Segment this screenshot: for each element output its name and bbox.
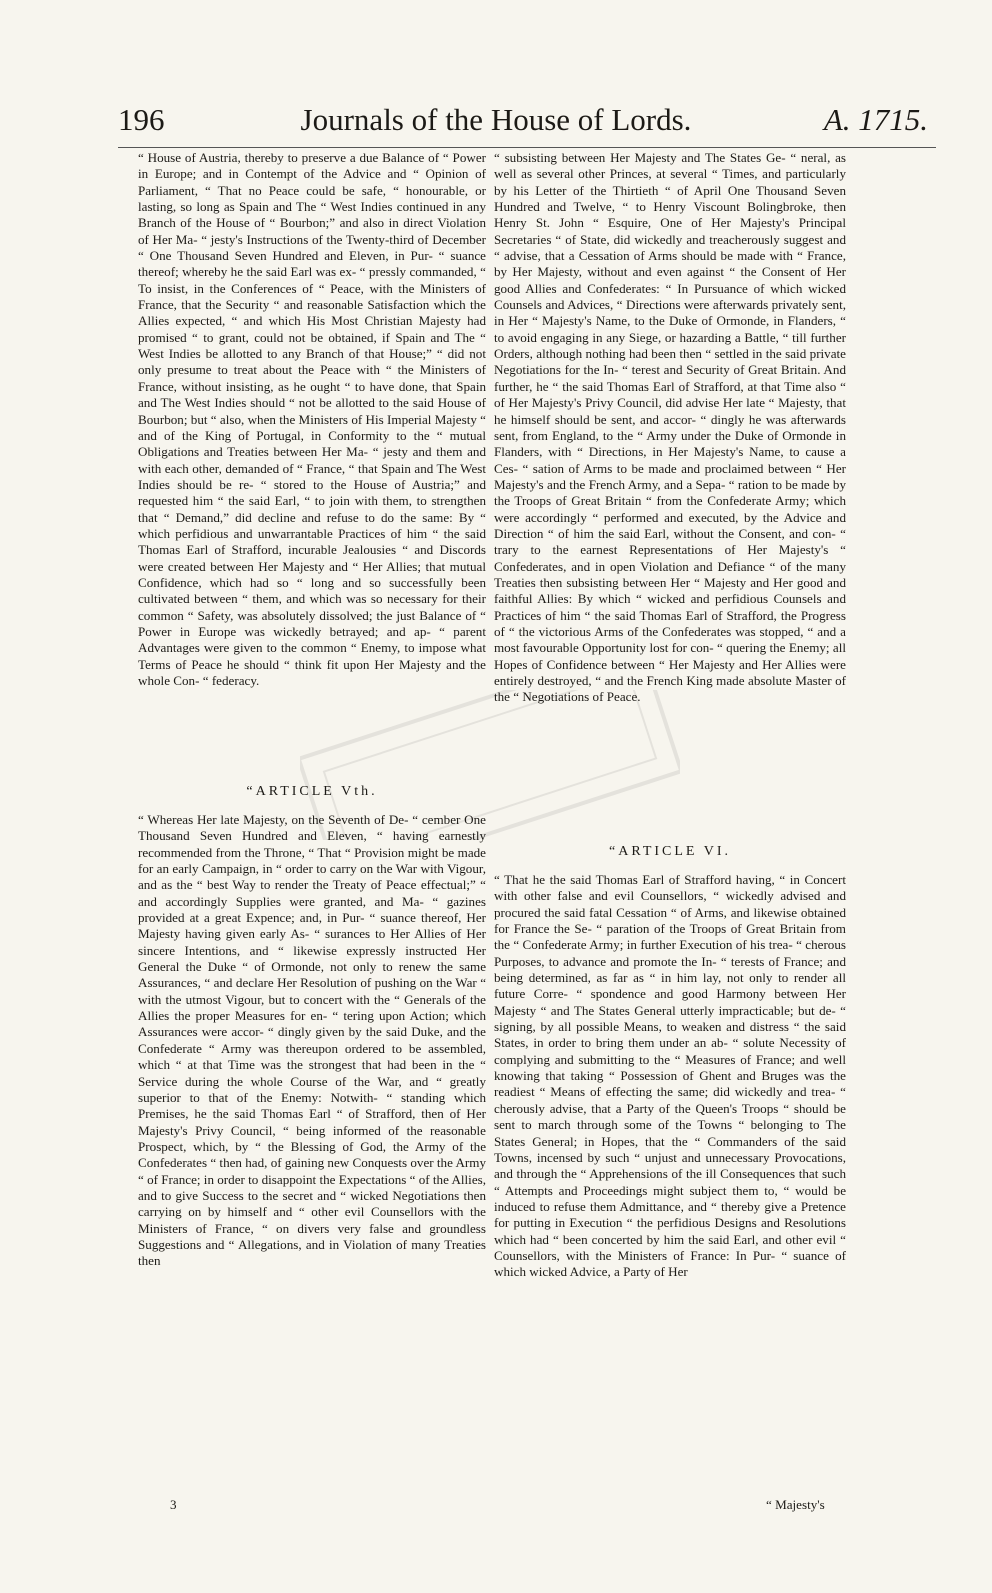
article-v-heading: “ARTICLE Vth. [246, 784, 378, 799]
page-number: 196 [118, 102, 165, 137]
year-marker: A. 1715. [823, 102, 928, 137]
catchword: “ Majesty's [766, 1497, 825, 1512]
article-vi-heading: “ARTICLE VI. [609, 844, 731, 859]
running-header [0, 102, 992, 148]
header-rule [118, 147, 936, 148]
left-column [138, 150, 486, 1270]
article-v-continuation: “ subsisting between Her Majesty and The States Ge- “ neral, as well as several other Princes, at several “ Times, and particularly by his Letter of the Thirtieth “ of April One Thousand Seven Hundred and Twelve, “ to Henry Viscount Bolingbroke, then Henry St. John “ Esquire, One of Her Majesty's Principal Secretaries “ of State, did wickedly and treacherously suggest and “ advise, that a Cessation of Arms should be made with “ France, by Her Majesty, without and even against “ the Consent of Her good Allies and Confederates: “ In Pursuance of which wicked Counsels and Advices, “ Directions were afterwards privately sent, in Her “ Majesty's Name, to the Duke of Ormonde, in Flanders, “ to avoid engaging in any Siege, or hazarding a Battle, “ till further Orders, although nothing had been then “ settled in the said private Negotiations for the In- “ terest and Security of Great Britain. And further, he “ the said Thomas Earl of Strafford, at that Time also “ of Her Majesty's Privy Council, did advise Her late “ Majesty, that he himself should be sent, and accor- “ dingly he was afterwards sent, from England, to the “ Army under the Duke of Ormonde in Flanders, with “ Directions, in Her Majesty's Name, to cause a Ces- “ sation of Arms to be made and proclaimed between “ Her Majesty's and the French Army, and a Sepa- “ ration to be made by the Troops of Great Britain “ from the Confederate Army; which were accordingly “ performed and executed, by the Advice and Direction “ of him the said Earl, without the Consent, and con- “ trary to the earnest Representations of Her Majesty's “ Confederates, and in open Violation and Defiance “ of the many Treaties then subsisting between Her “ Majesty and Her good and faithful Allies: By which “ wicked and perfidious Counsels and Practices of him “ the said Thomas Earl of Strafford, the Progress of “ the victorious Arms of the Confederates was stopped, “ and a most favourable Opportunity lost for con- “ quering the Enemy; all Hopes of Confidence between “ Her Majesty and Her Allies were entirely destroyed, “ and the French King made absolute Master of the “ Negotiations of Peace. [494, 150, 846, 705]
signature-mark: 3 [170, 1497, 177, 1512]
right-column [494, 150, 846, 1281]
running-title: Journals of the House of Lords. [300, 102, 692, 137]
article-v-text: “ Whereas Her late Majesty, on the Seventh of De- “ cember One Thousand Seven Hundred and Eleven, “ having earnestly recommended from the Throne, “ That “ Provision might be made for an early Campaign, in “ order to carry on the War with Vigour, and as the “ best Way to render the Treaty of Peace effectual;” “ and accordingly Supplies were granted, and Ma- “ gazines provided at a great Expence; and, in Pur- “ suance thereof, Her Majesty having given early As- “ surances to Her Allies of Her sincere Intentions, and “ likewise expressly instructed Her General the Duke “ of Ormonde, not only to renew the same Assurances, “ and declare Her Resolution of pushing on the War “ with the utmost Vigour, but to concert with the “ Generals of the Allies the proper Measures for en- “ tering upon Action; which Assurances were accor- “ dingly given by the said Duke, and the Confederate “ Army was thereupon ordered to be assembled, which “ at that Time was the strongest that had been in the “ Service during the whole Course of the War, and “ greatly superior to that of the Enemy: Notwith- “ standing which Premises, he the said Thomas Earl “ of Strafford, then of Her Majesty's Privy Council, “ being informed of the reasonable Prospect, which, by “ the Blessing of God, the Army of the Confederates “ then had, of gaining new Conquests over the Army “ of France; in order to disappoint the Expectations “ of the Allies, and to give Success to the secret and “ wicked Negotiations then carrying on by himself and “ other evil Counsellors with the Ministers of France, “ on divers very false and groundless Suggestions and “ Allegations, and in Violation of many Treaties then [138, 812, 486, 1269]
article-iv-continuation: “ House of Austria, thereby to preserve a due Balance of “ Power in Europe; and in Contempt of the Advice and “ Opinion of Parliament, “ That no Peace could be safe, “ honourable, or lasting, so long as Spain and The “ West Indies continued in any Branch of the House of “ Bourbon;” and also in direct Violation of Her Ma- “ jesty's Instructions of the Twenty-third of December “ One Thousand Seven Hundred and Eleven, in Pur- “ suance thereof; whereby he the said Earl was ex- “ pressly commanded, “ To insist, in the Conferences of “ Peace, with the Ministers of France, that the Security “ and reasonable Satisfaction which the Allies expected, “ and which His Most Christian Majesty had promised “ to grant, could not be obtained, if Spain and The “ West Indies be allotted to any Branch of that House;” “ did not only presume to treat about the Peace with “ the Ministers of France, without insisting, as he ought “ to have done, that Spain and The West Indies should “ not be allotted to the said House of Bourbon; but “ also, when the Ministers of His Imperial Majesty “ and of the King of Portugal, in Conformity to the “ mutual Obligations and Treaties between Her Ma- “ jesty and them and with each other, demanded of “ France, “ that Spain and The West Indies should be re- “ stored to the House of Austria;” and requested him “ the said Earl, “ to join with them, to strengthen that “ Demand,” did decline and refuse to do the same: By “ which perfidious and unwarrantable Practices of him “ the said Thomas Earl of Strafford, incurable Jealousies “ and Discords were created between Her Majesty and “ Her Allies; that mutual Confidence, which had so “ long and so successfully been cultivated between “ them, and which was so necessary for their common “ Safety, was absolutely dissolved; the just Balance of “ Power in Europe was wickedly betrayed; and ap- “ parent Advantages were given to the common “ Enemy, to impose what Terms of Peace he should “ think fit upon Her Majesty and the whole Con- “ federacy. [138, 150, 486, 688]
article-vi-text: “ That he the said Thomas Earl of Strafford having, “ in Concert with other false and evil Counsellors, “ wickedly advised and procured the said fatal Cessation “ of Arms, and likewise obtained for France the Se- “ paration of the Troops of Great Britain from the “ Confederate Army; in further Execution of his trea- “ cherous Purposes, to advance and promote the In- “ terests of France; and being determined, as far as “ in him lay, not only to render all future Corre- “ spondence and good Harmony between Her Majesty “ and The States General utterly impracticable; but de- “ signing, by all possible Means, to weaken and distress “ the said States, in order to bring them under an ab- “ solute Necessity of complying and submitting to the “ Measures of France; and well knowing that taking “ Possession of Ghent and Bruges was the readiest “ Means of effecting the same; did wickedly and trea- “ cherously advise, that a Party of the Queen's Troops “ should be sent to march through some of the Towns “ belonging to The States General; in Hopes, that the “ Commanders of the said Towns, incensed by such “ unjust and unnecessary Provocations, and through the “ Apprehensions of the ill Consequences that such “ Attempts and Proceedings might subject them to, “ would be induced to refuse them Admittance, and “ thereby give a Pretence for putting in Execution “ the perfidious Designs and Resolutions which had “ been concerted by him the said Earl, and other evil “ Counsellors, with the Ministers of France: In Pur- “ suance of which wicked Advice, a Party of Her [494, 872, 846, 1280]
